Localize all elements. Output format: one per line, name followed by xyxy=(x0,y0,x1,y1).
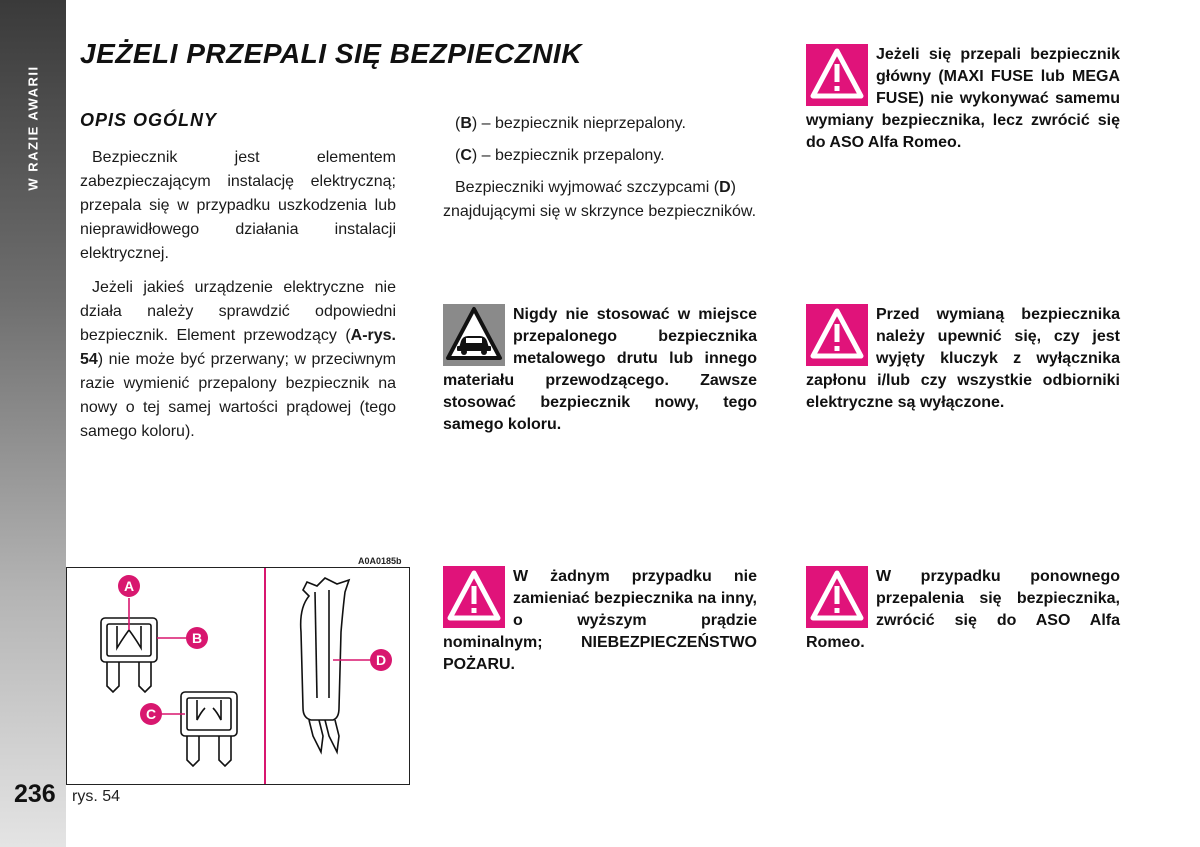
label-d xyxy=(370,649,392,671)
svg-text:D: D xyxy=(375,652,387,668)
svg-text:C: C xyxy=(145,706,157,722)
fuse-blown xyxy=(181,692,237,766)
paragraph-fuse-definition: Bezpiecznik jest elementem zabezpieczającym instalację elektryczną; przepala się w przypadku uszkodzenia lub nieprawidłowego działania instalacji elektrycznej. xyxy=(80,149,396,262)
car-warning-icon xyxy=(443,304,505,366)
warning-main-fuse: Jeżeli się przepali bezpiecznik główny (MAXI FUSE lub MEGA FUSE) nie wykonywać samemu wymiany bezpiecznika, lecz zwrócić się do ASO Alfa Romeo. xyxy=(806,46,1120,151)
page-number: 236 xyxy=(14,780,56,808)
warning-triangle-icon xyxy=(443,566,505,628)
section-subtitle: OPIS OGÓLNY xyxy=(80,110,218,130)
section-label: W RAZIE AWARII xyxy=(25,65,41,191)
label-a xyxy=(118,575,140,597)
page-title: JEŻELI PRZEPALI SIĘ BEZPIECZNIK xyxy=(80,38,582,69)
legend-c: (C) – bezpiecznik przepalony. xyxy=(455,147,665,164)
figure-caption: rys. 54 xyxy=(72,788,121,805)
paragraph-check-fuse: Jeżeli jakieś urządzenie elektryczne nie działa należy sprawdzić odpowiedni bezpiecznik. Element przewodzący (A-rys. 54) nie może być przerwany; w przeciwnym razie wymienić przepalony bezpiecznik na nowy o tej samej wartości prądowej (tego samego koloru). xyxy=(80,279,396,440)
label-b xyxy=(186,627,208,649)
warning-triangle-icon xyxy=(806,566,868,628)
warning-triangle-icon xyxy=(806,304,868,366)
fuse-figure xyxy=(66,567,410,785)
warning-higher-rating: W żadnym przypadku nie zamieniać bezpiecznika na inny, o wyższym prądzie nominalnym; NIEBEZPIECZEŃSTWO POŻARU. xyxy=(443,568,757,673)
svg-text:A: A xyxy=(123,578,135,594)
svg-text:B: B xyxy=(191,630,203,646)
warning-before-replace: Przed wymianą bezpiecznika należy upewnić się, czy jest wyjęty kluczyk z wyłącznika zapłonu i/lub czy wszystkie odbiorniki elektryczne są wyłączone. xyxy=(806,306,1120,411)
label-c xyxy=(140,703,162,725)
warning-repeat-blow: W przypadku ponownego przepalenia się bezpiecznika, zwrócić się do ASO Alfa Romeo. xyxy=(806,568,1120,651)
fuse-tweezers xyxy=(301,578,349,752)
fuse-illustration xyxy=(67,568,409,784)
warning-triangle-icon xyxy=(806,44,868,106)
legend-d: Bezpieczniki wyjmować szczypcami (D) znajdującymi się w skrzynce bezpieczników. xyxy=(443,179,757,220)
figure-reference: A-rys. 54 xyxy=(80,327,396,368)
general-description xyxy=(80,146,396,454)
sidebar xyxy=(0,0,66,847)
legend-b: (B) – bezpiecznik nieprzepalony. xyxy=(455,115,686,132)
figure-code: A0A0185b xyxy=(358,556,402,566)
fuse-legend xyxy=(443,112,757,232)
warning-metal-wire: Nigdy nie stosować w miejsce przepalonego bezpiecznika metalowego drutu lub innego materiału przewodzącego. Zawsze stosować bezpiecznik nowy, tego samego koloru. xyxy=(443,306,757,433)
